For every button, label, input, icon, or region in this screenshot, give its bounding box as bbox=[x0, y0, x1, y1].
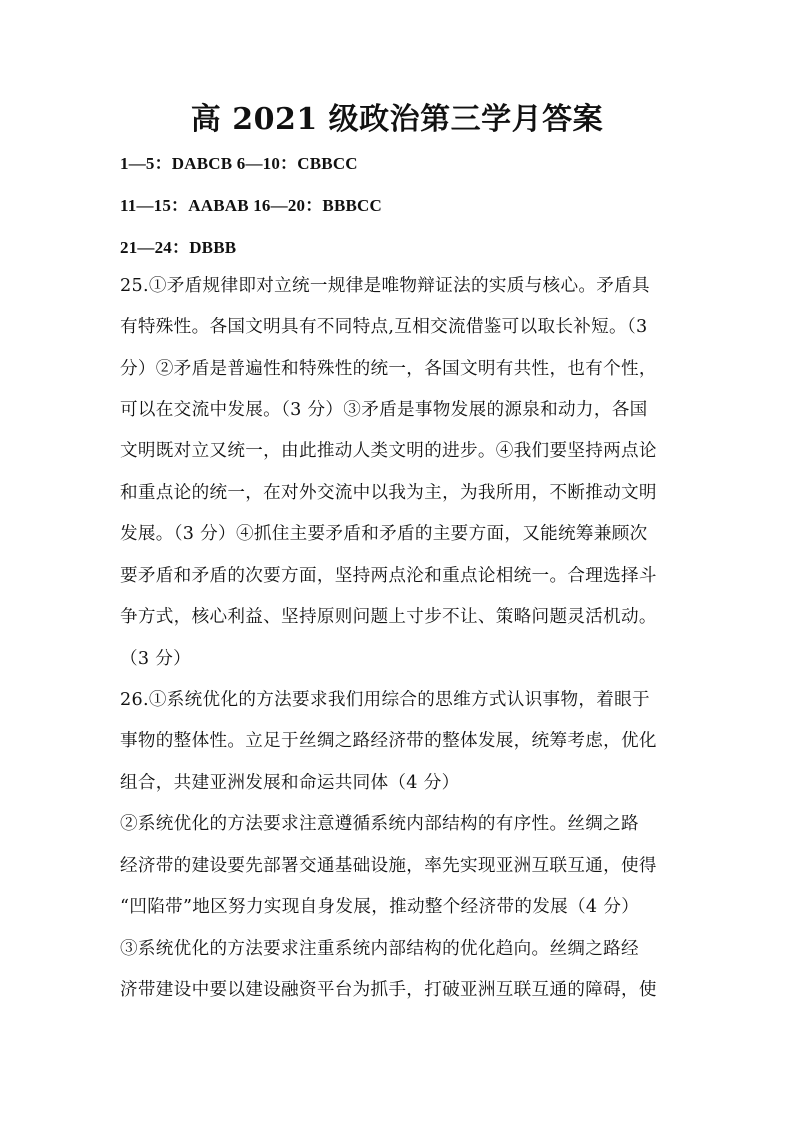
q26-line: ②系统优化的方法要求注意遵循系统内部结构的有序性。丝绸之路 bbox=[120, 814, 639, 834]
q25-line: 文明既对立又统一，由此推动人类文明的进步。④我们要坚持两点论 bbox=[120, 441, 657, 461]
q25-line: 争方式，核心利益、坚持原则问题上寸步不让、策略问题灵活机动。 bbox=[120, 607, 657, 627]
q26-line: 经济带的建设要先部署交通基础设施，率先实现亚洲互联互通，使得 bbox=[120, 856, 657, 876]
q25-line: 和重点论的统一，在对外交流中以我为主，为我所用，不断推动文明 bbox=[120, 483, 657, 503]
q26-line: 济带建设中要以建设融资平台为抓手，打破亚洲互联互通的障碍，使 bbox=[120, 980, 657, 1000]
q25-line: 25.①矛盾规律即对立统一规律是唯物辩证法的实质与核心。矛盾具 bbox=[120, 276, 650, 296]
q25-line: 有特殊性。各国文明具有不同特点,互相交流借鉴可以取长补短。（3 bbox=[120, 317, 648, 337]
q25-line: 可以在交流中发展。（3 分）③矛盾是事物发展的源泉和动力，各国 bbox=[120, 400, 648, 420]
q26-line: “凹陷带”地区努力实现自身发展，推动整个经济带的发展（4 分） bbox=[120, 897, 640, 917]
q26-line: 组合，共建亚洲发展和命运共同体（4 分） bbox=[120, 773, 460, 793]
answer-line-1-10: 1—5：DABCB 6—10：CBBCC bbox=[120, 154, 358, 173]
q25-line: （3 分） bbox=[120, 649, 192, 669]
q25-line: 要矛盾和矛盾的次要方面，坚持两点沦和重点论相统一。合理选择斗 bbox=[120, 566, 657, 586]
page-title: 高 2021 级政治第三学月答案 bbox=[190, 102, 604, 137]
q26-line: ③系统优化的方法要求注重系统内部结构的优化趋向。丝绸之路经 bbox=[120, 939, 639, 959]
answer-line-11-20: 11—15：AABAB 16—20：BBBCC bbox=[120, 196, 382, 215]
q25-line: 分）②矛盾是普遍性和特殊性的统一，各国文明有共性，也有个性， bbox=[120, 359, 657, 379]
q26-line: 26.①系统优化的方法要求我们用综合的思维方式认识事物，着眼于 bbox=[120, 690, 650, 710]
answer-line-21-24: 21—24：DBBB bbox=[120, 238, 237, 257]
q25-line: 发展。（3 分）④抓住主要矛盾和矛盾的主要方面，又能统筹兼顾次 bbox=[120, 524, 648, 544]
q26-line: 事物的整体性。立足于丝绸之路经济带的整体发展，统筹考虑，优化 bbox=[120, 731, 657, 751]
